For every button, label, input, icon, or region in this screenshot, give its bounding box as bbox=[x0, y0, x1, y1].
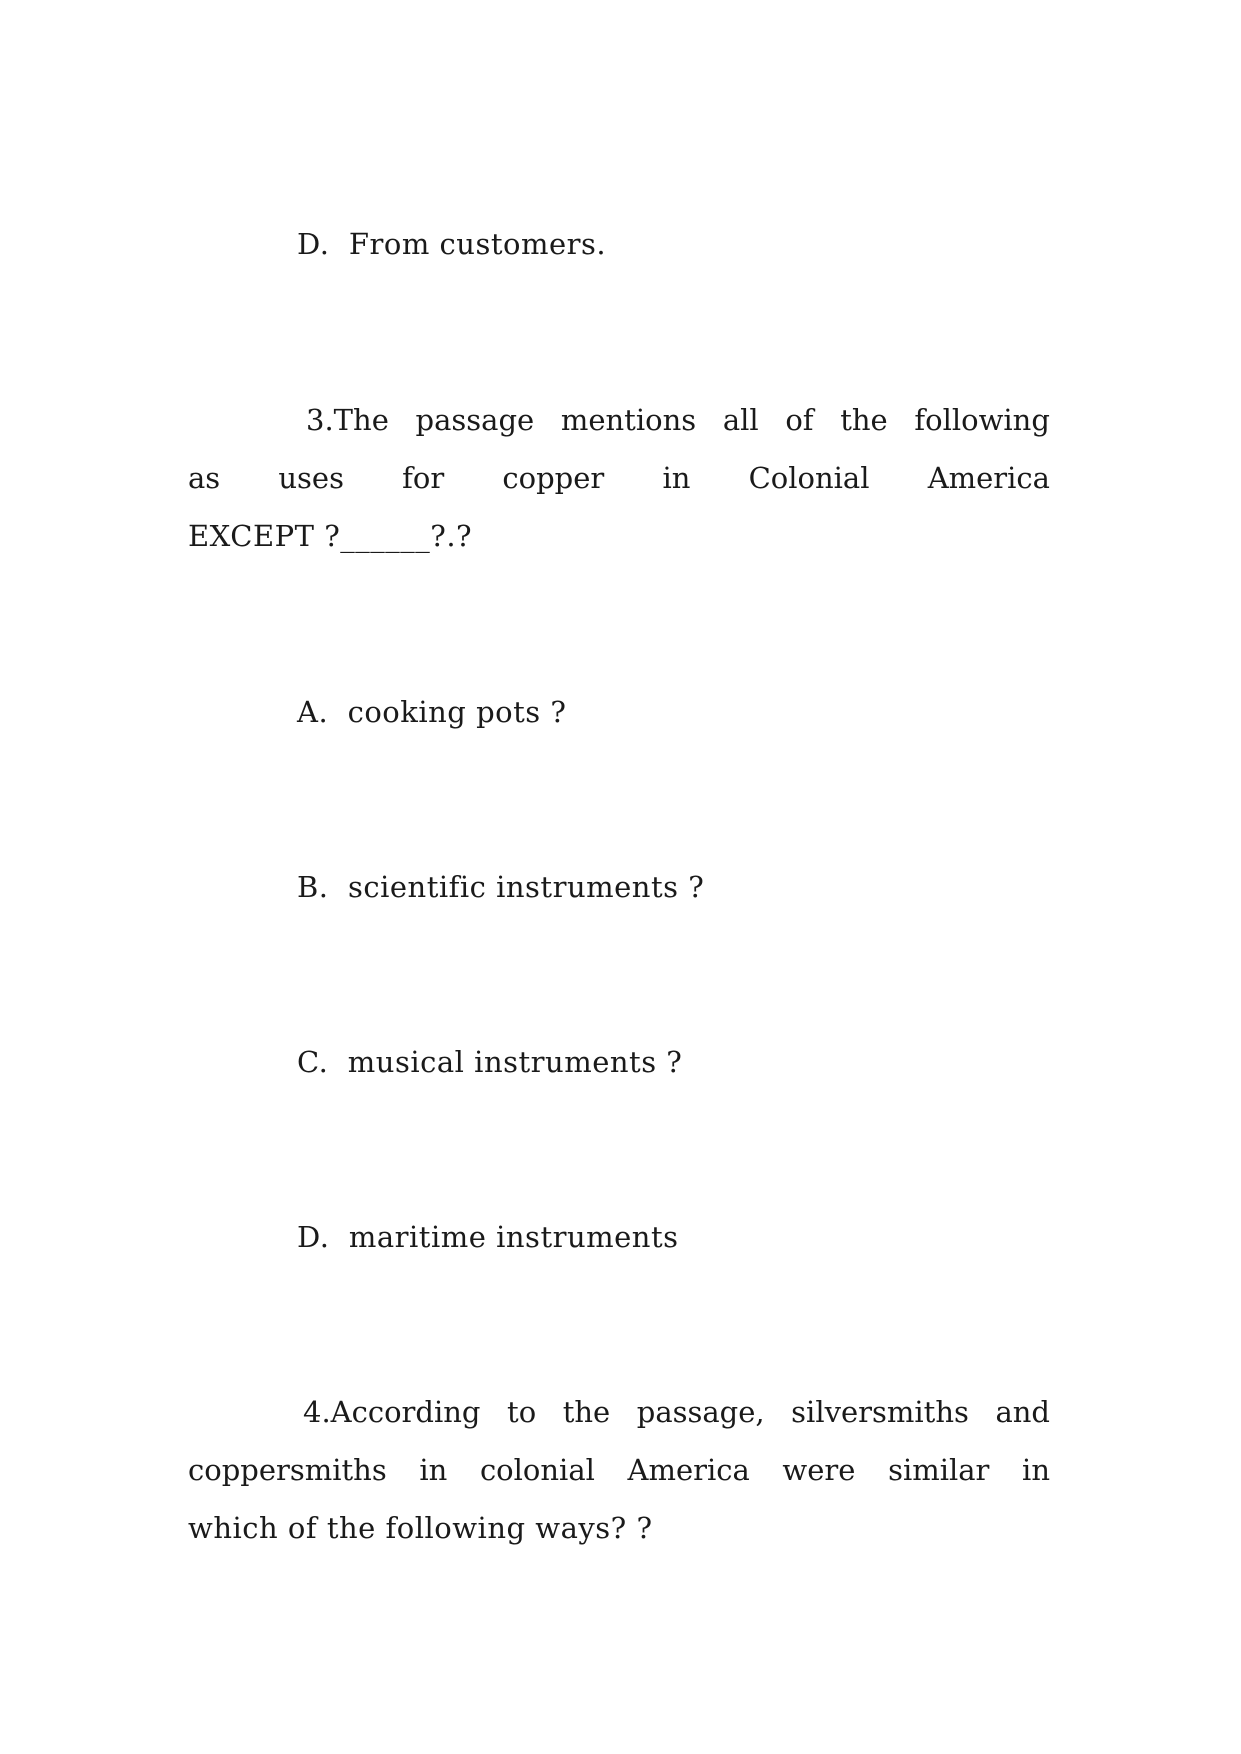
q3-word: all bbox=[722, 403, 759, 437]
q4-word: coppersmiths bbox=[188, 1453, 387, 1487]
q4-word: were bbox=[782, 1453, 856, 1487]
q3-word: in bbox=[662, 461, 691, 495]
q4-word: America bbox=[627, 1453, 750, 1487]
q3-word: copper bbox=[502, 461, 605, 495]
q4-word: passage, bbox=[636, 1395, 765, 1429]
q3-word: following bbox=[914, 403, 1050, 437]
q4-word: and bbox=[995, 1395, 1050, 1429]
q3-word: America bbox=[927, 461, 1050, 495]
q3-option-b: B. scientific instruments ? bbox=[297, 870, 705, 904]
q3-word: mentions bbox=[560, 403, 697, 437]
q4-word: in bbox=[419, 1453, 448, 1487]
q4-word: similar bbox=[888, 1453, 990, 1487]
q4-line-1 bbox=[303, 1392, 1050, 1432]
q3-option-c: C. musical instruments ? bbox=[297, 1045, 683, 1079]
q3-line-1 bbox=[306, 400, 1050, 440]
q2-option-d: D. From customers. bbox=[297, 227, 607, 261]
q4-word: silversmiths bbox=[791, 1395, 969, 1429]
q3-word: the bbox=[840, 403, 888, 437]
q4-word: the bbox=[562, 1395, 611, 1429]
q3-option-d: D. maritime instruments bbox=[297, 1220, 679, 1254]
q3-option-a: A. cooking pots ? bbox=[297, 695, 567, 729]
q3-word: as bbox=[188, 461, 221, 495]
q4-line-3: which of the following ways? ? bbox=[188, 1511, 653, 1545]
q3-word: uses bbox=[278, 461, 344, 495]
q3-line-2 bbox=[188, 458, 1050, 498]
q3-line-3: EXCEPT ?______?.? bbox=[188, 519, 473, 553]
q4-word: in bbox=[1022, 1453, 1050, 1487]
q3-word: of bbox=[785, 403, 814, 437]
q4-word: to bbox=[507, 1395, 537, 1429]
q3-word: passage bbox=[415, 403, 535, 437]
q4-line-2 bbox=[188, 1450, 1050, 1490]
q3-word: 3.The bbox=[306, 403, 389, 437]
q3-word: Colonial bbox=[748, 461, 870, 495]
q4-word: colonial bbox=[479, 1453, 595, 1487]
q4-word: 4.According bbox=[303, 1395, 481, 1429]
q3-word: for bbox=[402, 461, 445, 495]
